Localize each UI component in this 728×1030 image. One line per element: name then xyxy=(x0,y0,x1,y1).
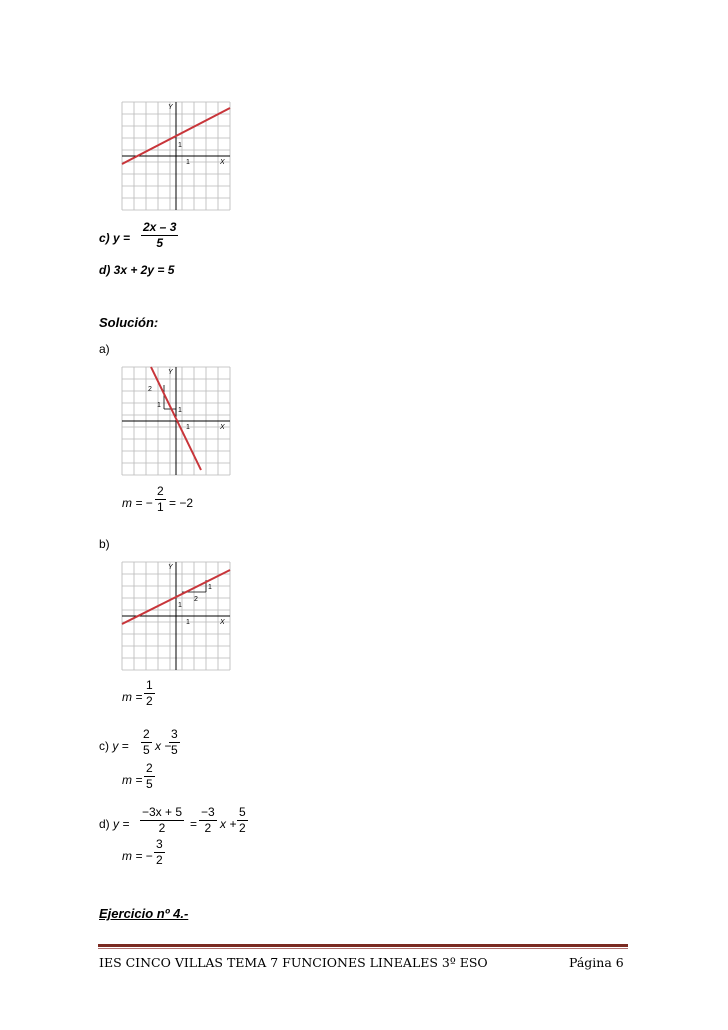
slope-run-label: 1 xyxy=(157,402,161,409)
fraction-denominator: 5 xyxy=(171,743,178,757)
fraction-denominator: 2 xyxy=(239,821,246,835)
fraction-numerator: 3 xyxy=(171,727,178,741)
fraction-denominator: 5 xyxy=(146,777,153,791)
footer-left: IES CINCO VILLAS TEMA 7 FUNCIONES LINEALES 3º ESO xyxy=(99,955,488,970)
solution-d-mid: x + xyxy=(220,817,237,831)
solution-d-equals: = xyxy=(190,817,198,831)
solution-a-label: a) xyxy=(99,342,110,356)
fraction-denominator: 2 xyxy=(204,821,212,835)
fraction-numerator: 1 xyxy=(146,678,153,692)
part-d-equation: d) 3x + 2y = 5 xyxy=(99,263,175,277)
solution-a-m-rhs: = −2 xyxy=(169,496,194,510)
graph-solution-b xyxy=(120,560,232,672)
exercise-heading: Ejercicio nº 4.- xyxy=(99,906,189,921)
solution-b-m-lhs: m = xyxy=(122,690,143,704)
fraction-numerator: 2 xyxy=(146,761,153,775)
graph-solution-a xyxy=(120,365,232,477)
part-c-fraction xyxy=(141,220,178,251)
solution-c-m-fraction xyxy=(144,761,155,792)
fraction-denominator: 5 xyxy=(156,236,164,250)
slope-rise-label: 2 xyxy=(148,386,152,393)
solution-c-mid: x − xyxy=(155,739,172,753)
solution-d-letter: d) xyxy=(99,817,110,831)
solution-a-m-fraction xyxy=(155,484,166,515)
solution-d-lhs: y = xyxy=(113,817,130,831)
solution-c-label xyxy=(99,739,129,753)
x-axis-label: X xyxy=(220,159,225,166)
fraction-numerator: 2x – 3 xyxy=(143,220,177,234)
fraction-denominator: 2 xyxy=(158,821,166,835)
fraction-numerator: 3 xyxy=(156,837,163,851)
solution-d-label xyxy=(99,817,129,831)
solution-b-label: b) xyxy=(99,537,110,551)
solution-b-m-fraction xyxy=(144,678,155,709)
solution-a-m-lhs: m = − xyxy=(122,496,153,510)
fraction-numerator: −3 xyxy=(201,805,215,819)
part-c-label xyxy=(99,231,130,245)
x-tick-label: 1 xyxy=(186,619,190,626)
solution-d-fraction-1 xyxy=(140,805,184,836)
slope-rise-label: 1 xyxy=(208,584,212,591)
fraction-numerator: −3x + 5 xyxy=(142,805,183,819)
solution-c-fraction-1 xyxy=(141,727,152,758)
solution-d-fraction-3 xyxy=(237,805,248,836)
x-tick-label: 1 xyxy=(186,159,190,166)
y-tick-label: 1 xyxy=(178,142,182,149)
x-axis-label: X xyxy=(220,619,225,626)
y-tick-label: 1 xyxy=(178,407,182,414)
x-tick-label: 1 xyxy=(186,424,190,431)
solution-c-m-lhs: m = xyxy=(122,773,143,787)
solution-heading: Solución: xyxy=(99,315,159,330)
solution-d-m-lhs: m = − xyxy=(122,849,153,863)
part-c-letter: c) xyxy=(99,231,110,245)
solution-d-fraction-2 xyxy=(199,805,217,836)
fraction-denominator: 2 xyxy=(146,694,153,708)
footer-rule-thin xyxy=(98,948,628,949)
fraction-denominator: 1 xyxy=(157,500,164,514)
footer-page-number: Página 6 xyxy=(569,955,624,970)
fraction-numerator: 5 xyxy=(239,805,246,819)
y-tick-label: 1 xyxy=(178,602,182,609)
y-axis-label: Y xyxy=(168,369,173,376)
solution-c-fraction-2 xyxy=(169,727,180,758)
fraction-denominator: 2 xyxy=(156,853,163,867)
footer-rule xyxy=(98,944,628,947)
fraction-denominator: 5 xyxy=(143,743,150,757)
solution-c-letter: c) xyxy=(99,739,109,753)
slope-run-label: 2 xyxy=(194,596,198,603)
fraction-numerator: 2 xyxy=(143,727,150,741)
fraction-numerator: 2 xyxy=(157,484,164,498)
y-axis-label: Y xyxy=(168,564,173,571)
solution-c-lhs: y = xyxy=(112,739,129,753)
solution-d-m-fraction xyxy=(154,837,165,868)
y-axis-label: Y xyxy=(168,104,173,111)
x-axis-label: X xyxy=(220,424,225,431)
part-c-lhs: y = xyxy=(113,231,131,245)
graph-exercise xyxy=(120,100,232,212)
